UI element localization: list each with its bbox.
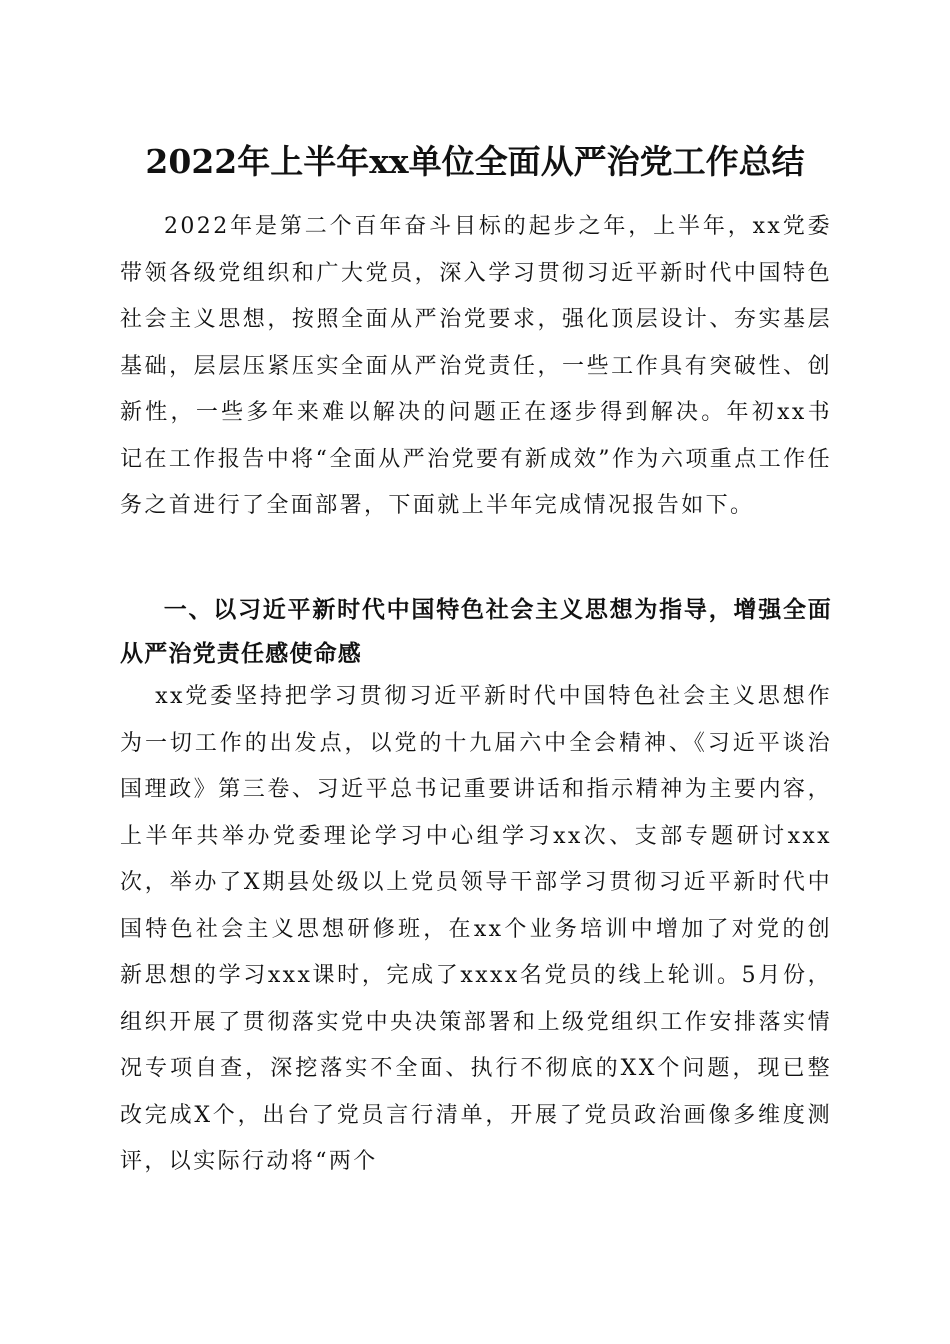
intro-paragraph: 2022年是第二个百年奋斗目标的起步之年，上半年，xx党委带领各级党组织和广大党员，深入学习贯彻习近平新时代中国特色社会主义思想，按照全面从严治党要求，强化顶层设计、夯实基层基础，层层压紧压实全面从严治党责任，一些工作具有突破性、创新性，一些多年来难以解决的问题正在逐步得到解决。年初xx书记在工作报告中将“全面从严治党要有新成效”作为六项重点工作任务之首进行了全面部署，下面就上半年完成情况报告如下。: [120, 214, 832, 518]
section-paragraph: xx党委坚持把学习贯彻习近平新时代中国特色社会主义思想作为一切工作的出发点，以党的十九届六中全会精神、《习近平谈治国理政》第三卷、习近平总书记重要讲话和指示精神为主要内容，上半年共举办党委理论学习中心组学习xx次、支部专题研讨xxx次，举办了X期县处级以上党员领导干部学习贯彻习近平新时代中国特色社会主义思想研修班，在xx个业务培训中增加了对党的创新思想的学习xxx课时，完成了xxxx名党员的线上轮训。5月份，组织开展了贯彻落实党中央决策部署和上级党组织工作安排落实情况专项自查，深挖落实不全面、执行不彻底的XX个问题，现已整改完成X个，出台了党员言行清单，开展了党员政治画像多维度测评，以实际行动将“两个: [120, 684, 832, 1174]
section-heading: 一、以习近平新时代中国特色社会主义思想为指导，增强全面从严治党责任感使命感: [120, 597, 832, 667]
document-title: 2022年上半年xx单位全面从严治党工作总结: [145, 142, 805, 181]
